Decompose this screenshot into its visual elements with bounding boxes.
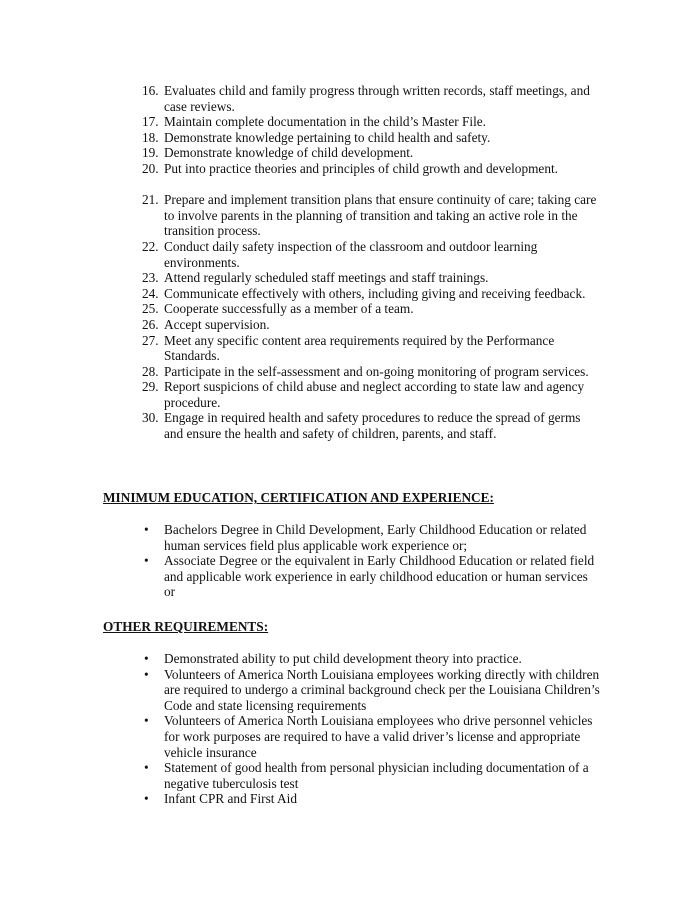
duty-text: Put into practice theories and principles of child growth and development. <box>164 160 558 176</box>
duties-list <box>142 83 602 442</box>
duty-item-25 <box>142 301 602 317</box>
duty-number: 29. <box>142 379 159 395</box>
bullet-icon: • <box>144 760 149 776</box>
requirement-item <box>142 791 602 807</box>
duty-item-27 <box>142 333 602 364</box>
duty-item-22 <box>142 239 602 270</box>
education-item-text: Bachelors Degree in Child Development, Early Childhood Education or related human services field plus applicable work experience or; <box>164 522 587 553</box>
duty-item-20 <box>142 161 602 177</box>
duty-text: Communicate effectively with others, including giving and receiving feedback. <box>164 285 586 301</box>
duty-text: Demonstrate knowledge pertaining to child health and safety. <box>164 129 491 145</box>
duty-text: Engage in required health and safety procedures to reduce the spread of germs and ensure the health and safety of children, parents, and staff. <box>164 410 581 442</box>
education-item-text: Associate Degree or the equivalent in Early Childhood Education or related field and applicable work experience in early childhood education or human services or <box>164 553 595 600</box>
duty-number: 16. <box>142 83 159 98</box>
requirement-item <box>142 667 602 714</box>
bullet-icon: • <box>144 651 149 666</box>
duty-item-26 <box>142 317 602 333</box>
duty-text: Evaluates child and family progress through written records, staff meetings, and case reviews. <box>164 83 590 114</box>
duty-number: 20. <box>142 160 159 176</box>
duty-item-30 <box>142 410 602 441</box>
duty-text: Attend regularly scheduled staff meetings and staff trainings. <box>164 270 489 286</box>
requirement-item <box>142 760 602 791</box>
duty-item-19 <box>142 145 602 161</box>
duty-number: 30. <box>142 410 159 426</box>
education-list <box>142 522 602 600</box>
requirement-item-text: Infant CPR and First Aid <box>164 791 297 807</box>
bullet-icon: • <box>144 713 149 729</box>
duty-text: Meet any specific content area requirements required by the Performance Standards. <box>164 332 555 364</box>
duty-item-18 <box>142 130 602 146</box>
duty-text: Participate in the self-assessment and on-going monitoring of program services. <box>164 363 589 379</box>
duty-text: Demonstrate knowledge of child development. <box>164 145 414 161</box>
requirement-item-text: Demonstrated ability to put child development theory into practice. <box>164 651 522 666</box>
duty-text: Prepare and implement transition plans that ensure continuity of care; taking care to involve parents in the planning of transition and taking an active role in the transition process. <box>164 192 597 239</box>
duty-number: 23. <box>142 270 159 286</box>
duty-item-21 <box>142 192 602 239</box>
education-item <box>142 553 602 600</box>
duty-text: Maintain complete documentation in the child’s Master File. <box>164 114 487 130</box>
education-item <box>142 522 602 553</box>
duty-text: Cooperate successfully as a member of a team. <box>164 301 414 317</box>
duty-item-29 <box>142 379 602 410</box>
duty-item-16 <box>142 83 602 114</box>
other-requirements-list <box>142 651 602 807</box>
bullet-icon: • <box>144 522 149 537</box>
duty-number: 24. <box>142 285 159 301</box>
duty-item-23 <box>142 270 602 286</box>
requirement-item-text: Volunteers of America North Louisiana employees working directly with children are required to undergo a criminal background check per the Louisiana Children’s Code and state licensing requirements <box>164 666 600 713</box>
duty-number: 19. <box>142 145 159 161</box>
duty-item-24 <box>142 286 602 302</box>
duty-item-28 <box>142 364 602 380</box>
bullet-icon: • <box>144 553 149 569</box>
duty-number: 25. <box>142 301 159 317</box>
education-heading: MINIMUM EDUCATION, CERTIFICATION AND EXPERIENCE: <box>103 490 494 505</box>
requirement-item-text: Volunteers of America North Louisiana employees who drive personnel vehicles for work purposes are required to have a valid driver’s license and appropriate vehicle insurance <box>164 713 593 760</box>
bullet-icon: • <box>144 791 149 807</box>
bullet-icon: • <box>144 666 149 682</box>
other-requirements-heading: OTHER REQUIREMENTS: <box>103 619 269 634</box>
duty-text: Conduct daily safety inspection of the classroom and outdoor learning environments. <box>164 238 538 270</box>
duty-number: 21. <box>142 192 159 208</box>
requirement-item <box>142 713 602 760</box>
requirement-item-text: Statement of good health from personal physician including documentation of a negative tuberculosis test <box>164 760 589 791</box>
duty-item-17 <box>142 114 602 130</box>
duty-number: 22. <box>142 238 159 254</box>
duty-text: Accept supervision. <box>164 316 270 332</box>
duty-number: 17. <box>142 114 159 130</box>
duty-number: 27. <box>142 332 159 348</box>
duty-number: 18. <box>142 129 159 145</box>
requirement-item <box>142 651 602 667</box>
duty-number: 26. <box>142 316 159 332</box>
duty-text: Report suspicions of child abuse and neglect according to state law and agency procedure. <box>164 379 585 410</box>
duty-number: 28. <box>142 363 159 379</box>
